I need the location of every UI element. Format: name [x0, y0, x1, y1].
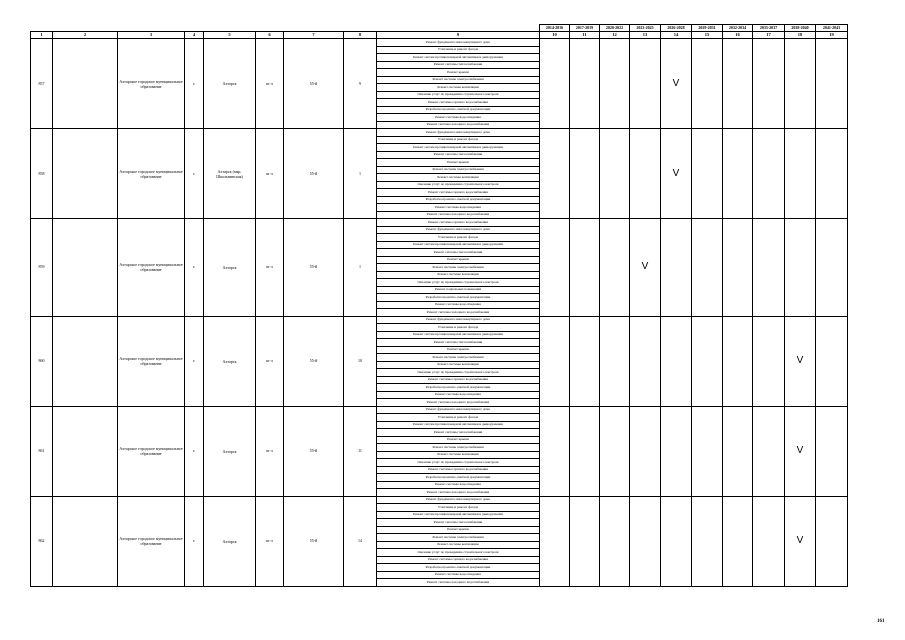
empty-cell: [53, 219, 118, 317]
work-item: Ремонт крыши: [377, 69, 540, 77]
period-cell: [630, 406, 661, 496]
period-cell: [600, 39, 630, 129]
municipality: Ахтарское городское муниципальное образование: [118, 316, 185, 406]
period-cell: [816, 316, 848, 406]
work-item: Ремонт системы теплоснабжения: [377, 151, 540, 159]
column-number-row: [31, 32, 848, 39]
street-type: ш-л: [256, 129, 284, 219]
column-number: 12: [600, 32, 630, 39]
settlement-type: г.: [185, 406, 204, 496]
period-cell: [540, 39, 570, 129]
work-item: Ремонт системы вентиляции: [377, 451, 540, 459]
period-cell: [661, 496, 692, 586]
work-item: Ремонт системы вентиляции: [377, 271, 540, 279]
column-number: 10: [540, 32, 570, 39]
column-number: 18: [785, 32, 816, 39]
work-item: Ремонт фундамента многоквартирного дома: [377, 39, 540, 47]
period-cell: [692, 39, 723, 129]
work-item: Ремонт крыши: [377, 256, 540, 264]
house-number: 14: [344, 496, 377, 586]
municipality: Ахтарское городское муниципальное образование: [118, 496, 185, 586]
municipality: Ахтарское городское муниципальное образование: [118, 406, 185, 496]
column-number: 11: [570, 32, 600, 39]
column-number: 14: [661, 32, 692, 39]
municipality: Ахтарское городское муниципальное образование: [118, 39, 185, 129]
work-item: Ремонт системы теплоснабжения: [377, 339, 540, 347]
period-cell: [816, 406, 848, 496]
period-cell: [661, 219, 692, 317]
table-row: [31, 316, 848, 324]
period-cell: [785, 39, 816, 129]
work-item: Ремонт фундамента многоквартирного дома: [377, 496, 540, 504]
work-item: Ремонт систем противопожарной автоматики и дымоудаления: [377, 421, 540, 429]
house-number: 1: [344, 129, 377, 219]
settlement-type: г.: [185, 496, 204, 586]
header-spacer: [53, 25, 118, 32]
period-header: 2035-2037: [753, 25, 785, 32]
work-item: Ремонт фундамента многоквартирного дома: [377, 129, 540, 137]
street-name: 55-й: [284, 316, 344, 406]
period-cell: [753, 496, 785, 586]
street-type: ш-л: [256, 496, 284, 586]
work-item: Ремонт фундамента многоквартирного дома: [377, 226, 540, 234]
period-cell: [723, 39, 753, 129]
period-header: 2017-2019: [570, 25, 600, 32]
record-id: 862: [31, 496, 53, 586]
settlement-name: Ахтарск: [204, 406, 256, 496]
period-cell: [600, 496, 630, 586]
table-row: [31, 39, 848, 47]
work-item: Ремонт систем противопожарной автоматики и дымоудаления: [377, 331, 540, 339]
work-item: Ремонт системы водоотведения: [377, 571, 540, 579]
period-cell: [753, 406, 785, 496]
municipality: Ахтарское городское муниципальное образование: [118, 219, 185, 317]
street-type: ш-л: [256, 219, 284, 317]
period-cell: [540, 129, 570, 219]
work-item: Оказание услуг по проведению строительного контроля: [377, 549, 540, 557]
municipality: Ахтарское городское муниципальное образование: [118, 129, 185, 219]
period-cell: [600, 316, 630, 406]
work-item: Ремонт крыши: [377, 526, 540, 534]
work-item: Ремонт системы горячего водоснабжения: [377, 99, 540, 107]
street-type: ш-л: [256, 406, 284, 496]
period-cell: [661, 406, 692, 496]
work-item: Оказание услуг по проведению строительного контроля: [377, 91, 540, 99]
work-item: Оказание услуг по проведению строительного контроля: [377, 279, 540, 287]
work-item: Ремонт системы горячего водоснабжения: [377, 189, 540, 197]
capital-repair-table: [30, 24, 848, 587]
period-mark: V: [661, 39, 692, 129]
work-item: Ремонт системы холодного водоснабжения: [377, 309, 540, 317]
period-cell: [723, 406, 753, 496]
work-item: Ремонт фундамента многоквартирного дома: [377, 316, 540, 324]
period-mark: V: [785, 496, 816, 586]
street-name: 55-й: [284, 406, 344, 496]
header-spacer: [185, 25, 204, 32]
work-item: Ремонт систем противопожарной автоматики и дымоудаления: [377, 54, 540, 62]
street-name: 55-й: [284, 219, 344, 317]
header-spacer: [256, 25, 284, 32]
work-item: Ремонт системы холодного водоснабжения: [377, 579, 540, 587]
work-item: Ремонт системы электроснабжения: [377, 264, 540, 272]
period-cell: [692, 316, 723, 406]
work-item: Ремонт системы теплоснабжения: [377, 519, 540, 527]
period-cell: [753, 219, 785, 317]
period-cell: [630, 496, 661, 586]
street-name: 55-й: [284, 39, 344, 129]
house-number: 11: [344, 406, 377, 496]
period-cell: [753, 129, 785, 219]
header-spacer: [31, 25, 53, 32]
period-cell: [540, 406, 570, 496]
period-cell: [723, 129, 753, 219]
table-body: [31, 25, 848, 587]
period-cell: [570, 129, 600, 219]
column-number: 15: [692, 32, 723, 39]
period-cell: [692, 496, 723, 586]
column-number: 7: [284, 32, 344, 39]
work-item: Разработка проектно-сметной документации: [377, 564, 540, 572]
house-number: 9: [344, 39, 377, 129]
period-cell: [630, 129, 661, 219]
work-item: Ремонт системы вентиляции: [377, 174, 540, 182]
column-number: 6: [256, 32, 284, 39]
column-number: 5: [204, 32, 256, 39]
header-spacer: [344, 25, 377, 32]
period-cell: [692, 219, 723, 317]
period-header: 2029-2031: [692, 25, 723, 32]
settlement-name: Ахтарск: [204, 316, 256, 406]
work-item: Ремонт системы водоотведения: [377, 301, 540, 309]
period-mark: V: [661, 129, 692, 219]
work-item: Ремонт систем противопожарной автоматики и дымоудаления: [377, 144, 540, 152]
period-cell: [570, 406, 600, 496]
work-item: Разработка проектно-сметной документации: [377, 294, 540, 302]
period-header: 2032-2034: [723, 25, 753, 32]
work-item: Утепление и ремонт фасада: [377, 46, 540, 54]
period-cell: [661, 316, 692, 406]
period-cell: [785, 219, 816, 317]
settlement-name: Ахтарск: [204, 496, 256, 586]
work-item: Утепление и ремонт фасада: [377, 414, 540, 422]
house-number: 1: [344, 219, 377, 317]
work-item: Оказание услуг по проведению строительного контроля: [377, 369, 540, 377]
work-item: Разработка проектно-сметной документации: [377, 384, 540, 392]
period-header: 2041-2043: [816, 25, 848, 32]
period-cell: [600, 406, 630, 496]
period-cell: [816, 39, 848, 129]
period-header: 2014-2016: [540, 25, 570, 32]
record-id: 857: [31, 39, 53, 129]
work-item: Разработка проектно-сметной документации: [377, 474, 540, 482]
settlement-type: г.: [185, 129, 204, 219]
period-cell: [600, 129, 630, 219]
period-header: 2023-2025: [630, 25, 661, 32]
work-item: Ремонт системы электроснабжения: [377, 166, 540, 174]
table-row: [31, 129, 848, 137]
work-item: Ремонт системы горячего водоснабжения: [377, 219, 540, 227]
period-cell: [723, 219, 753, 317]
table-row: [31, 406, 848, 414]
period-cell: [570, 219, 600, 317]
period-cell: [630, 39, 661, 129]
settlement-name: Ахтарск (мкр. Школьнинская): [204, 129, 256, 219]
work-item: Оказание услуг по проведению строительного контроля: [377, 459, 540, 467]
work-item: Ремонт систем противопожарной автоматики и дымоудаления: [377, 511, 540, 519]
work-item: Ремонт системы холодного водоснабжения: [377, 121, 540, 129]
work-item: Ремонт системы теплоснабжения: [377, 61, 540, 69]
work-item: Ремонт крыши: [377, 346, 540, 354]
table-row: [31, 219, 848, 227]
work-item: Ремонт системы электроснабжения: [377, 354, 540, 362]
column-number: 4: [185, 32, 204, 39]
settlement-type: г.: [185, 219, 204, 317]
work-item: Ремонт системы горячего водоснабжения: [377, 376, 540, 384]
empty-cell: [53, 39, 118, 129]
record-id: 860: [31, 316, 53, 406]
work-item: Ремонт системы холодного водоснабжения: [377, 211, 540, 219]
period-cell: [753, 39, 785, 129]
period-cell: [753, 316, 785, 406]
record-id: 859: [31, 219, 53, 317]
header-spacer: [118, 25, 185, 32]
house-number: 10: [344, 316, 377, 406]
period-cell: [540, 316, 570, 406]
period-cell: [570, 496, 600, 586]
work-item: Утепление и ремонт фасада: [377, 234, 540, 242]
work-item: Ремонт системы холодного водоснабжения: [377, 489, 540, 497]
work-item: Ремонт системы горячего водоснабжения: [377, 556, 540, 564]
work-item: Ремонт системы теплоснабжения: [377, 429, 540, 437]
settlement-name: Ахтарск: [204, 39, 256, 129]
street-name: 55-й: [284, 496, 344, 586]
period-cell: [692, 129, 723, 219]
work-item: Ремонт системы водоотведения: [377, 481, 540, 489]
period-cell: [630, 316, 661, 406]
column-number: 17: [753, 32, 785, 39]
work-item: Ремонт систем противопожарной автоматики и дымоудаления: [377, 241, 540, 249]
empty-cell: [53, 406, 118, 496]
column-number: 2: [53, 32, 118, 39]
work-item: Ремонт системы водоотведения: [377, 114, 540, 122]
period-cell: [570, 39, 600, 129]
column-number: 19: [816, 32, 848, 39]
column-number: 13: [630, 32, 661, 39]
period-cell: [785, 129, 816, 219]
period-header: 2026-2028: [661, 25, 692, 32]
period-mark: V: [785, 316, 816, 406]
period-cell: [816, 496, 848, 586]
work-item: Ремонт крыши: [377, 436, 540, 444]
column-number: 1: [31, 32, 53, 39]
header-spacer: [377, 25, 540, 32]
record-id: 858: [31, 129, 53, 219]
work-item: Ремонт крыши: [377, 159, 540, 167]
work-item: Ремонт системы электроснабжения: [377, 76, 540, 84]
column-number: 3: [118, 32, 185, 39]
street-type: ш-л: [256, 316, 284, 406]
column-number: 16: [723, 32, 753, 39]
empty-cell: [53, 316, 118, 406]
period-cell: [540, 219, 570, 317]
page-number: 161: [877, 619, 885, 624]
work-item: Разработка проектно-сметной документации: [377, 196, 540, 204]
settlement-type: г.: [185, 39, 204, 129]
period-cell: [540, 496, 570, 586]
work-item: Утепление и ремонт фасада: [377, 504, 540, 512]
period-cell: [816, 129, 848, 219]
work-item: Ремонт системы вентиляции: [377, 361, 540, 369]
work-item: Ремонт системы теплоснабжения: [377, 249, 540, 257]
period-mark: V: [785, 406, 816, 496]
work-item: Оказание услуг по проведению строительного контроля: [377, 181, 540, 189]
street-name: 55-й: [284, 129, 344, 219]
work-item: Ремонт системы электроснабжения: [377, 444, 540, 452]
work-item: Ремонт системы горячего водоснабжения: [377, 466, 540, 474]
record-id: 861: [31, 406, 53, 496]
table-row: [31, 496, 848, 504]
period-cell: [723, 496, 753, 586]
column-number: 9: [377, 32, 540, 39]
work-item: Ремонт системы электроснабжения: [377, 534, 540, 542]
work-item: Ремонт фундамента многоквартирного дома: [377, 406, 540, 414]
period-header: 2020-2022: [600, 25, 630, 32]
empty-cell: [53, 129, 118, 219]
work-item: Ремонт системы вентиляции: [377, 541, 540, 549]
work-item: Ремонт подвальных помещений: [377, 286, 540, 294]
work-item: Ремонт системы вентиляции: [377, 84, 540, 92]
header-spacer: [284, 25, 344, 32]
work-item: Ремонт системы водоотведения: [377, 391, 540, 399]
period-cell: [692, 406, 723, 496]
period-mark: V: [630, 219, 661, 317]
empty-cell: [53, 496, 118, 586]
work-item: Утепление и ремонт фасада: [377, 324, 540, 332]
work-item: Разработка проектно-сметной документации: [377, 106, 540, 114]
period-cell: [570, 316, 600, 406]
work-item: Ремонт системы водоотведения: [377, 204, 540, 212]
period-cell: [600, 219, 630, 317]
work-item: Ремонт системы холодного водоснабжения: [377, 399, 540, 407]
column-number: 8: [344, 32, 377, 39]
period-header-row: [31, 25, 848, 32]
period-header: 2038-2040: [785, 25, 816, 32]
header-spacer: [204, 25, 256, 32]
settlement-name: Ахтарск: [204, 219, 256, 317]
period-cell: [816, 219, 848, 317]
settlement-type: г.: [185, 316, 204, 406]
work-item: Утепление и ремонт фасада: [377, 136, 540, 144]
period-cell: [723, 316, 753, 406]
street-type: ш-л: [256, 39, 284, 129]
